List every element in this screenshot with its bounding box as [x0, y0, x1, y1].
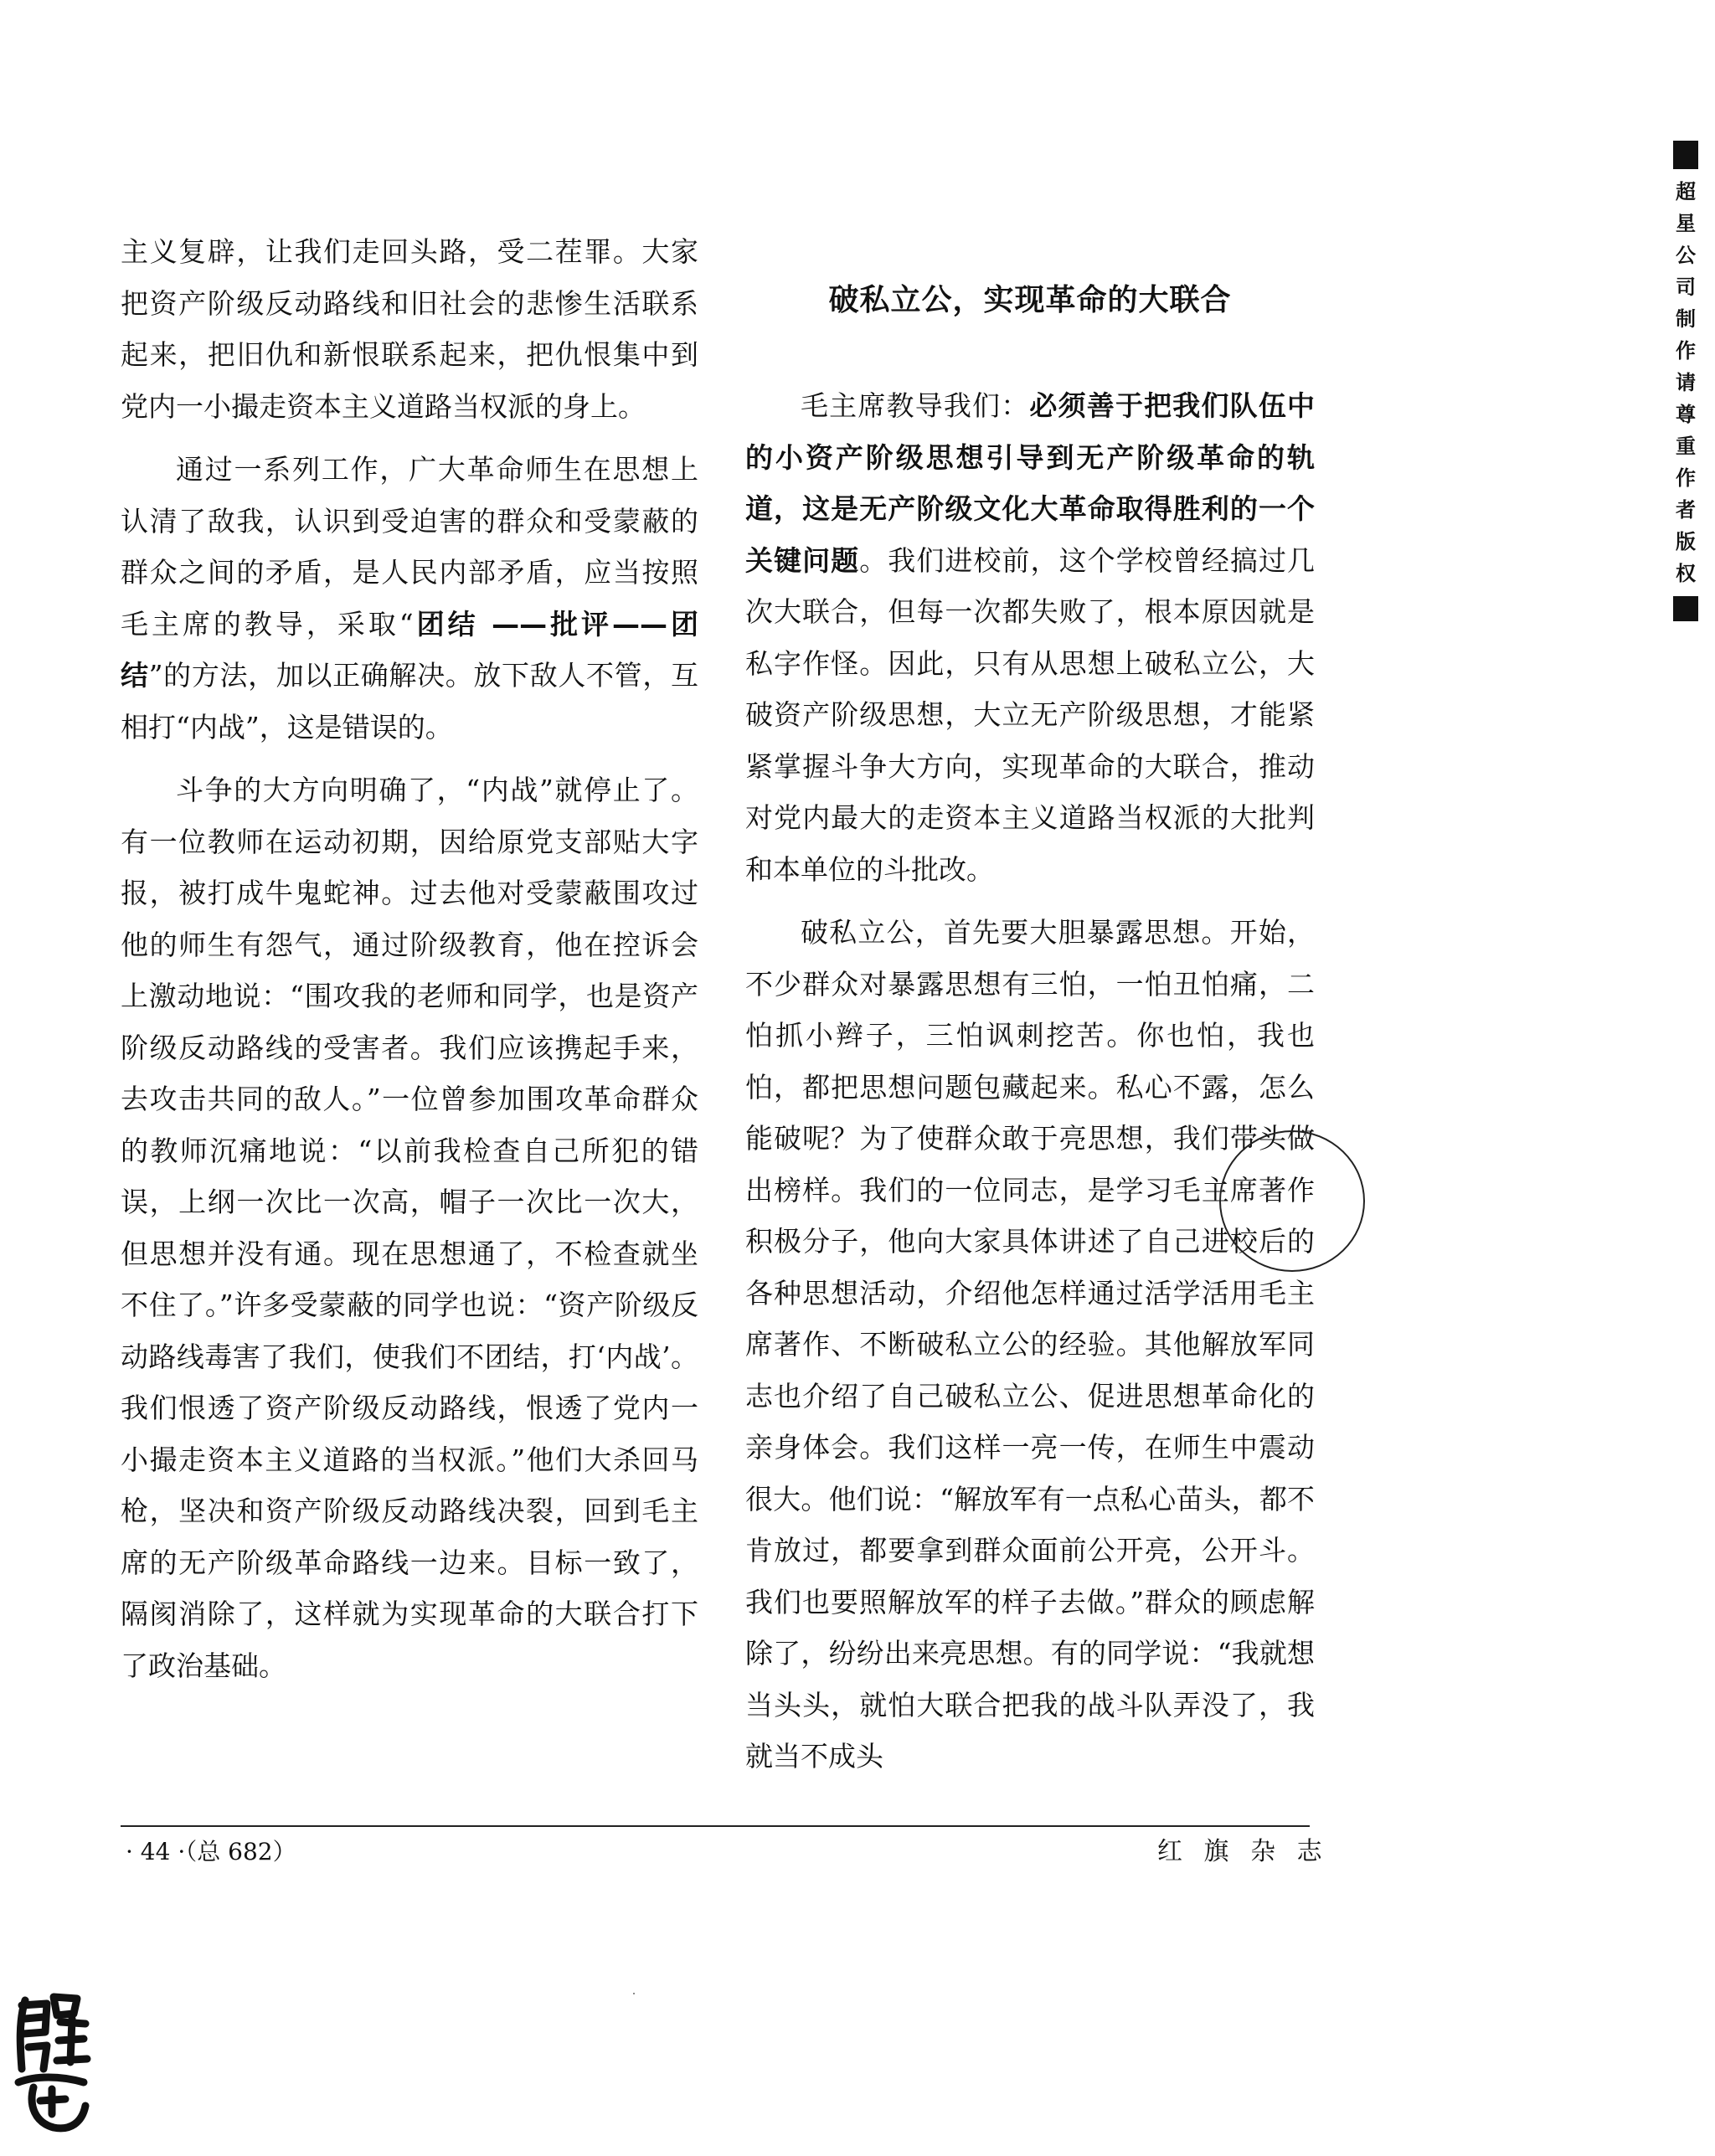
scan-speck — [633, 1993, 635, 1994]
hand-drawn-circle-mark — [1219, 1130, 1365, 1272]
right-paragraph-2: 破私立公，首先要大胆暴露思想。开始，不少群众对暴露思想有三怕，一怕丑怕痛，二怕抓小辫子，三怕讽刺挖苦。你也怕，我也怕，都把思想问题包藏起来。私心不露，怎么能破呢？为了使群众敢于亮思想，我们带头做出榜样。我们的一位同志，是学习毛主席著作积极分子，他向大家具体讲述了自己进校后的各种思想活动，介绍他怎样通过活学活用毛主席著作、不断破私立公的经验。其他解放军同志也介绍了自己破私立公、促进思想革命化的亲身体会。我们这样一亮一传，在师生中震动很大。他们说：“解放军有一点私心苗头，都不肯放过，都要拿到群众面前公开亮，公开斗。我们也要照解放军的样子去做。”群众的顾虑解除了，纷纷出来亮思想。有的同学说：“我就想当头头，就怕大联合把我的战斗队弄没了，我就当不成头 — [745, 916, 1315, 1773]
side-watermark-char: 超 — [1676, 180, 1696, 203]
side-watermark-char: 重 — [1676, 435, 1696, 458]
right-paragraph-1-bold: 必须善于把我们队伍中的小资产阶级思想引导到无产阶级革命的轨道，这是无产阶级文化大革命取得胜利的一个关键问题 — [745, 389, 1316, 577]
side-watermark-char: 版 — [1676, 530, 1696, 553]
left-column — [121, 226, 698, 1691]
left-paragraph-1: 主义复辟，让我们走回头路，受二茬罪。大家把资产阶级反动路线和旧社会的悲惨生活联系起来，把旧仇和新恨联系起来，把仇恨集中到党内一小撮走资本主义道路当权派的身上。 — [121, 235, 698, 423]
left-paragraph-2-text-b: ”的方法，加以正确解决。放下敌人不管，互相打“内战”，这是错误的。 — [121, 659, 698, 744]
page-number: · 44 ·（总 682） — [126, 1838, 296, 1865]
right-paragraph-1-text-a: 毛主席教导我们： — [801, 389, 1030, 422]
side-watermark-char: 作 — [1676, 339, 1696, 363]
side-watermark-char: 者 — [1676, 498, 1696, 522]
side-watermark-bottom-block — [1673, 596, 1698, 621]
side-watermark-char: 请 — [1676, 371, 1696, 394]
side-watermark-char: 司 — [1676, 275, 1696, 299]
side-watermark — [1666, 141, 1705, 621]
left-paragraph-2-bold: 团结 ——批评——团结 — [121, 607, 698, 692]
right-column — [745, 380, 1315, 1783]
side-watermark-char: 星 — [1676, 212, 1696, 235]
footer-rule — [121, 1825, 1310, 1827]
left-paragraph-2 — [121, 444, 698, 753]
side-watermark-char: 尊 — [1676, 403, 1696, 426]
left-paragraph-3: 斗争的大方向明确了，“内战”就停止了。有一位教师在运动初期，因给原党支部贴大字报，被打成牛鬼蛇神。过去他对受蒙蔽围攻过他的师生有怨气，通过阶级教育，他在控诉会上激动地说：“围攻我的老师和同学，也是资产阶级反动路线的受害者。我们应该携起手来，去攻击共同的敌人。”一位曾参加围攻革命群众的教师沉痛地说：“以前我检查自己所犯的错误，上纲一次比一次高，帽子一次比一次大，但思想并没有通。现在思想通了，不检查就坐不住了。”许多受蒙蔽的同学也说：“资产阶级反动路线毒害了我们，使我们不团结，打‘内战’。我们恨透了资产阶级反动路线，恨透了党内一小撮走资本主义道路的当权派。”他们大杀回马枪，坚决和资产阶级反动路线决裂，回到毛主席的无产阶级革命路线一边来。目标一致了，隔阂消除了，这样就为实现革命的大联合打下了政治基础。 — [121, 774, 698, 1682]
section-title: 破私立公，实现革命的大联合 — [828, 283, 1232, 317]
seal-stamp-logo — [10, 1989, 94, 2135]
side-watermark-char: 权 — [1676, 562, 1696, 585]
journal-name: 红 旗 杂 志 — [1157, 1837, 1329, 1866]
side-watermark-top-block — [1673, 141, 1698, 169]
side-watermark-char: 公 — [1676, 244, 1696, 267]
right-paragraph-1 — [745, 380, 1315, 895]
left-paragraph-2-text-a: 通过一系列工作，广大革命师生在思想上认清了敌我，认识到受迫害的群众和受蒙蔽的群众之间的矛盾，是人民内部矛盾，应当按照毛主席的教导，采取“ — [121, 453, 698, 641]
right-paragraph-1-text-b: 。我们进校前，这个学校曾经搞过几次大联合，但每一次都失败了，根本原因就是私字作怪。因此，只有从思想上破私立公，大破资产阶级思想，大立无产阶级思想，才能紧紧掌握斗争大方向，实现革命的大联合，推动对党内最大的走资本主义道路当权派的大批判和本单位的斗批改。 — [745, 543, 1316, 886]
side-watermark-char: 制 — [1676, 307, 1696, 331]
side-watermark-char: 作 — [1676, 466, 1696, 490]
